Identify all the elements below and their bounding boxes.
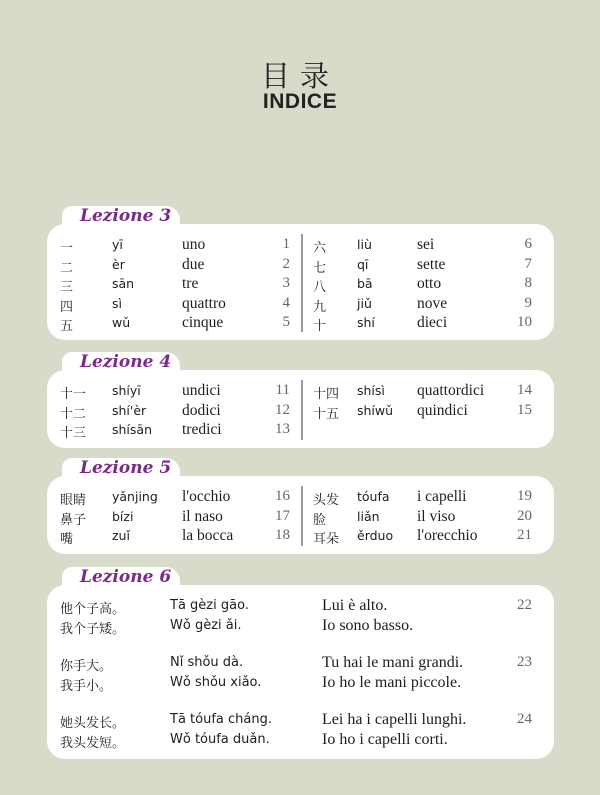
lesson-4-divider xyxy=(301,380,303,440)
entry-italian: sette xyxy=(417,255,446,273)
sentence-pinyin: Wǒ tóufa duǎn. xyxy=(170,732,270,747)
entry-page-number: 8 xyxy=(524,275,532,291)
entry-italian: il viso xyxy=(417,507,456,525)
entry-pinyin: shíyī xyxy=(112,383,141,398)
sentence-hanzi: 我手小。 xyxy=(60,679,113,694)
sentence-hanzi: 她头发长。 xyxy=(60,716,126,731)
sentence-italian: Tu hai le mani grandi. xyxy=(322,654,464,671)
entry-page-number: 15 xyxy=(517,401,532,418)
entry-hanzi: 十四 xyxy=(313,387,340,402)
entry-pinyin: ěrduo xyxy=(357,528,394,543)
entry-pinyin: qī xyxy=(357,256,369,272)
sentence-italian: Io ho i capelli corti. xyxy=(322,731,448,748)
entry-hanzi: 十二 xyxy=(60,406,87,422)
entry-page-number: 13 xyxy=(275,421,290,437)
entry-pinyin: liǎn xyxy=(357,508,380,524)
entry-italian: due xyxy=(182,255,205,273)
entry-page-number: 9 xyxy=(524,294,532,311)
entry-page-number: 6 xyxy=(524,236,532,252)
entry-pinyin: sì xyxy=(112,295,122,311)
entry-pinyin: yī xyxy=(112,237,123,252)
entry-page-number: 21 xyxy=(517,527,532,543)
entry-hanzi: 三 xyxy=(60,280,74,295)
entry-hanzi: 十五 xyxy=(313,406,340,422)
sentence-hanzi: 我个子矮。 xyxy=(60,622,126,637)
entry-hanzi: 五 xyxy=(60,319,74,334)
sentence-page-number: 23 xyxy=(517,654,532,670)
sentence-pinyin: Nǐ shǒu dà. xyxy=(170,655,244,670)
entry-page-number: 1 xyxy=(282,236,290,252)
entry-italian: otto xyxy=(417,275,442,292)
page-title-italian: INDICE xyxy=(262,90,338,113)
entry-hanzi: 四 xyxy=(60,299,74,315)
entry-hanzi: 头发 xyxy=(313,493,340,508)
entry-page-number: 18 xyxy=(275,527,290,543)
entry-page-number: 4 xyxy=(282,294,290,311)
entry-italian: l'occhio xyxy=(182,488,231,505)
entry-italian: cinque xyxy=(182,314,224,331)
entry-italian: undici xyxy=(182,382,221,399)
entry-italian: i capelli xyxy=(417,488,467,505)
sentence-page-number: 22 xyxy=(517,597,532,613)
entry-hanzi: 一 xyxy=(60,241,74,256)
entry-italian: il naso xyxy=(182,507,223,525)
entry-hanzi: 十三 xyxy=(60,426,87,441)
entry-pinyin: shíwǔ xyxy=(357,402,394,418)
lesson-4-label: Lezione 4 xyxy=(80,352,172,372)
sentence-pinyin: Wǒ shǒu xiǎo. xyxy=(170,675,262,690)
entry-pinyin: sān xyxy=(112,276,135,291)
entry-pinyin: shí xyxy=(357,315,375,330)
entry-page-number: 12 xyxy=(275,401,290,418)
sentence-pinyin: Tā tóufa cháng. xyxy=(170,712,272,727)
entry-italian: nove xyxy=(417,294,448,312)
sentence-page-number: 24 xyxy=(517,711,532,727)
entry-hanzi: 耳朵 xyxy=(313,532,340,547)
entry-pinyin: shí'èr xyxy=(112,402,147,418)
entry-page-number: 2 xyxy=(282,255,290,272)
entry-page-number: 14 xyxy=(517,382,532,398)
entry-pinyin: èr xyxy=(112,256,125,272)
entry-hanzi: 十一 xyxy=(60,387,87,402)
sentence-hanzi: 他个子高。 xyxy=(60,602,126,617)
entry-italian: quindici xyxy=(417,401,468,419)
entry-hanzi: 嘴 xyxy=(60,532,74,547)
sentence-pinyin: Wǒ gèzi ǎi. xyxy=(170,618,242,633)
entry-page-number: 10 xyxy=(517,314,532,330)
entry-pinyin: wǔ xyxy=(112,315,131,330)
entry-hanzi: 十 xyxy=(313,319,327,334)
sentence-hanzi: 你手大。 xyxy=(60,659,113,674)
entry-page-number: 19 xyxy=(517,488,532,504)
entry-pinyin: zuǐ xyxy=(112,528,130,543)
entry-italian: la bocca xyxy=(182,527,234,544)
entry-italian: quattordici xyxy=(417,382,485,399)
entry-pinyin: tóufa xyxy=(357,489,390,504)
entry-hanzi: 眼睛 xyxy=(60,493,87,508)
entry-pinyin: bā xyxy=(357,276,373,291)
sentence-italian: Lei ha i capelli lunghi. xyxy=(322,711,467,728)
entry-page-number: 16 xyxy=(275,488,290,504)
lesson-3-divider xyxy=(301,234,303,332)
entry-page-number: 11 xyxy=(275,382,290,398)
entry-hanzi: 九 xyxy=(313,299,327,315)
entry-page-number: 20 xyxy=(517,507,532,524)
entry-hanzi: 八 xyxy=(313,280,327,295)
entry-page-number: 5 xyxy=(282,314,290,330)
entry-italian: tredici xyxy=(182,421,222,438)
sentence-italian: Io sono basso. xyxy=(322,617,414,634)
sentence-hanzi: 我头发短。 xyxy=(60,736,126,751)
entry-italian: tre xyxy=(182,275,199,292)
entry-italian: l'orecchio xyxy=(417,527,478,544)
entry-page-number: 7 xyxy=(524,255,532,272)
sentence-italian: Lui è alto. xyxy=(322,597,388,614)
entry-pinyin: shísān xyxy=(112,422,153,437)
entry-hanzi: 鼻子 xyxy=(60,512,87,528)
entry-pinyin: liù xyxy=(357,237,372,252)
sentence-pinyin: Tā gèzi gāo. xyxy=(170,598,249,613)
lesson-5-divider xyxy=(301,486,303,546)
entry-pinyin: yǎnjing xyxy=(112,489,158,504)
entry-pinyin: shísì xyxy=(357,383,385,398)
entry-page-number: 17 xyxy=(275,507,290,524)
entry-italian: uno xyxy=(182,236,206,253)
entry-page-number: 3 xyxy=(282,275,290,291)
page-title-chinese: 目录 xyxy=(260,59,339,93)
entry-pinyin: jiǔ xyxy=(357,295,372,311)
lesson-5-label: Lezione 5 xyxy=(80,458,172,478)
lesson-6-label: Lezione 6 xyxy=(80,567,172,587)
entry-hanzi: 二 xyxy=(60,260,74,276)
entry-italian: dieci xyxy=(417,314,448,331)
entry-pinyin: bízi xyxy=(112,508,134,524)
entry-hanzi: 脸 xyxy=(313,512,327,528)
sentence-italian: Io ho le mani piccole. xyxy=(322,674,462,691)
entry-italian: sei xyxy=(417,236,435,253)
entry-hanzi: 七 xyxy=(313,260,327,276)
entry-hanzi: 六 xyxy=(313,241,327,256)
lesson-3-label: Lezione 3 xyxy=(80,206,172,226)
entry-italian: quattro xyxy=(182,294,226,312)
entry-italian: dodici xyxy=(182,401,221,419)
